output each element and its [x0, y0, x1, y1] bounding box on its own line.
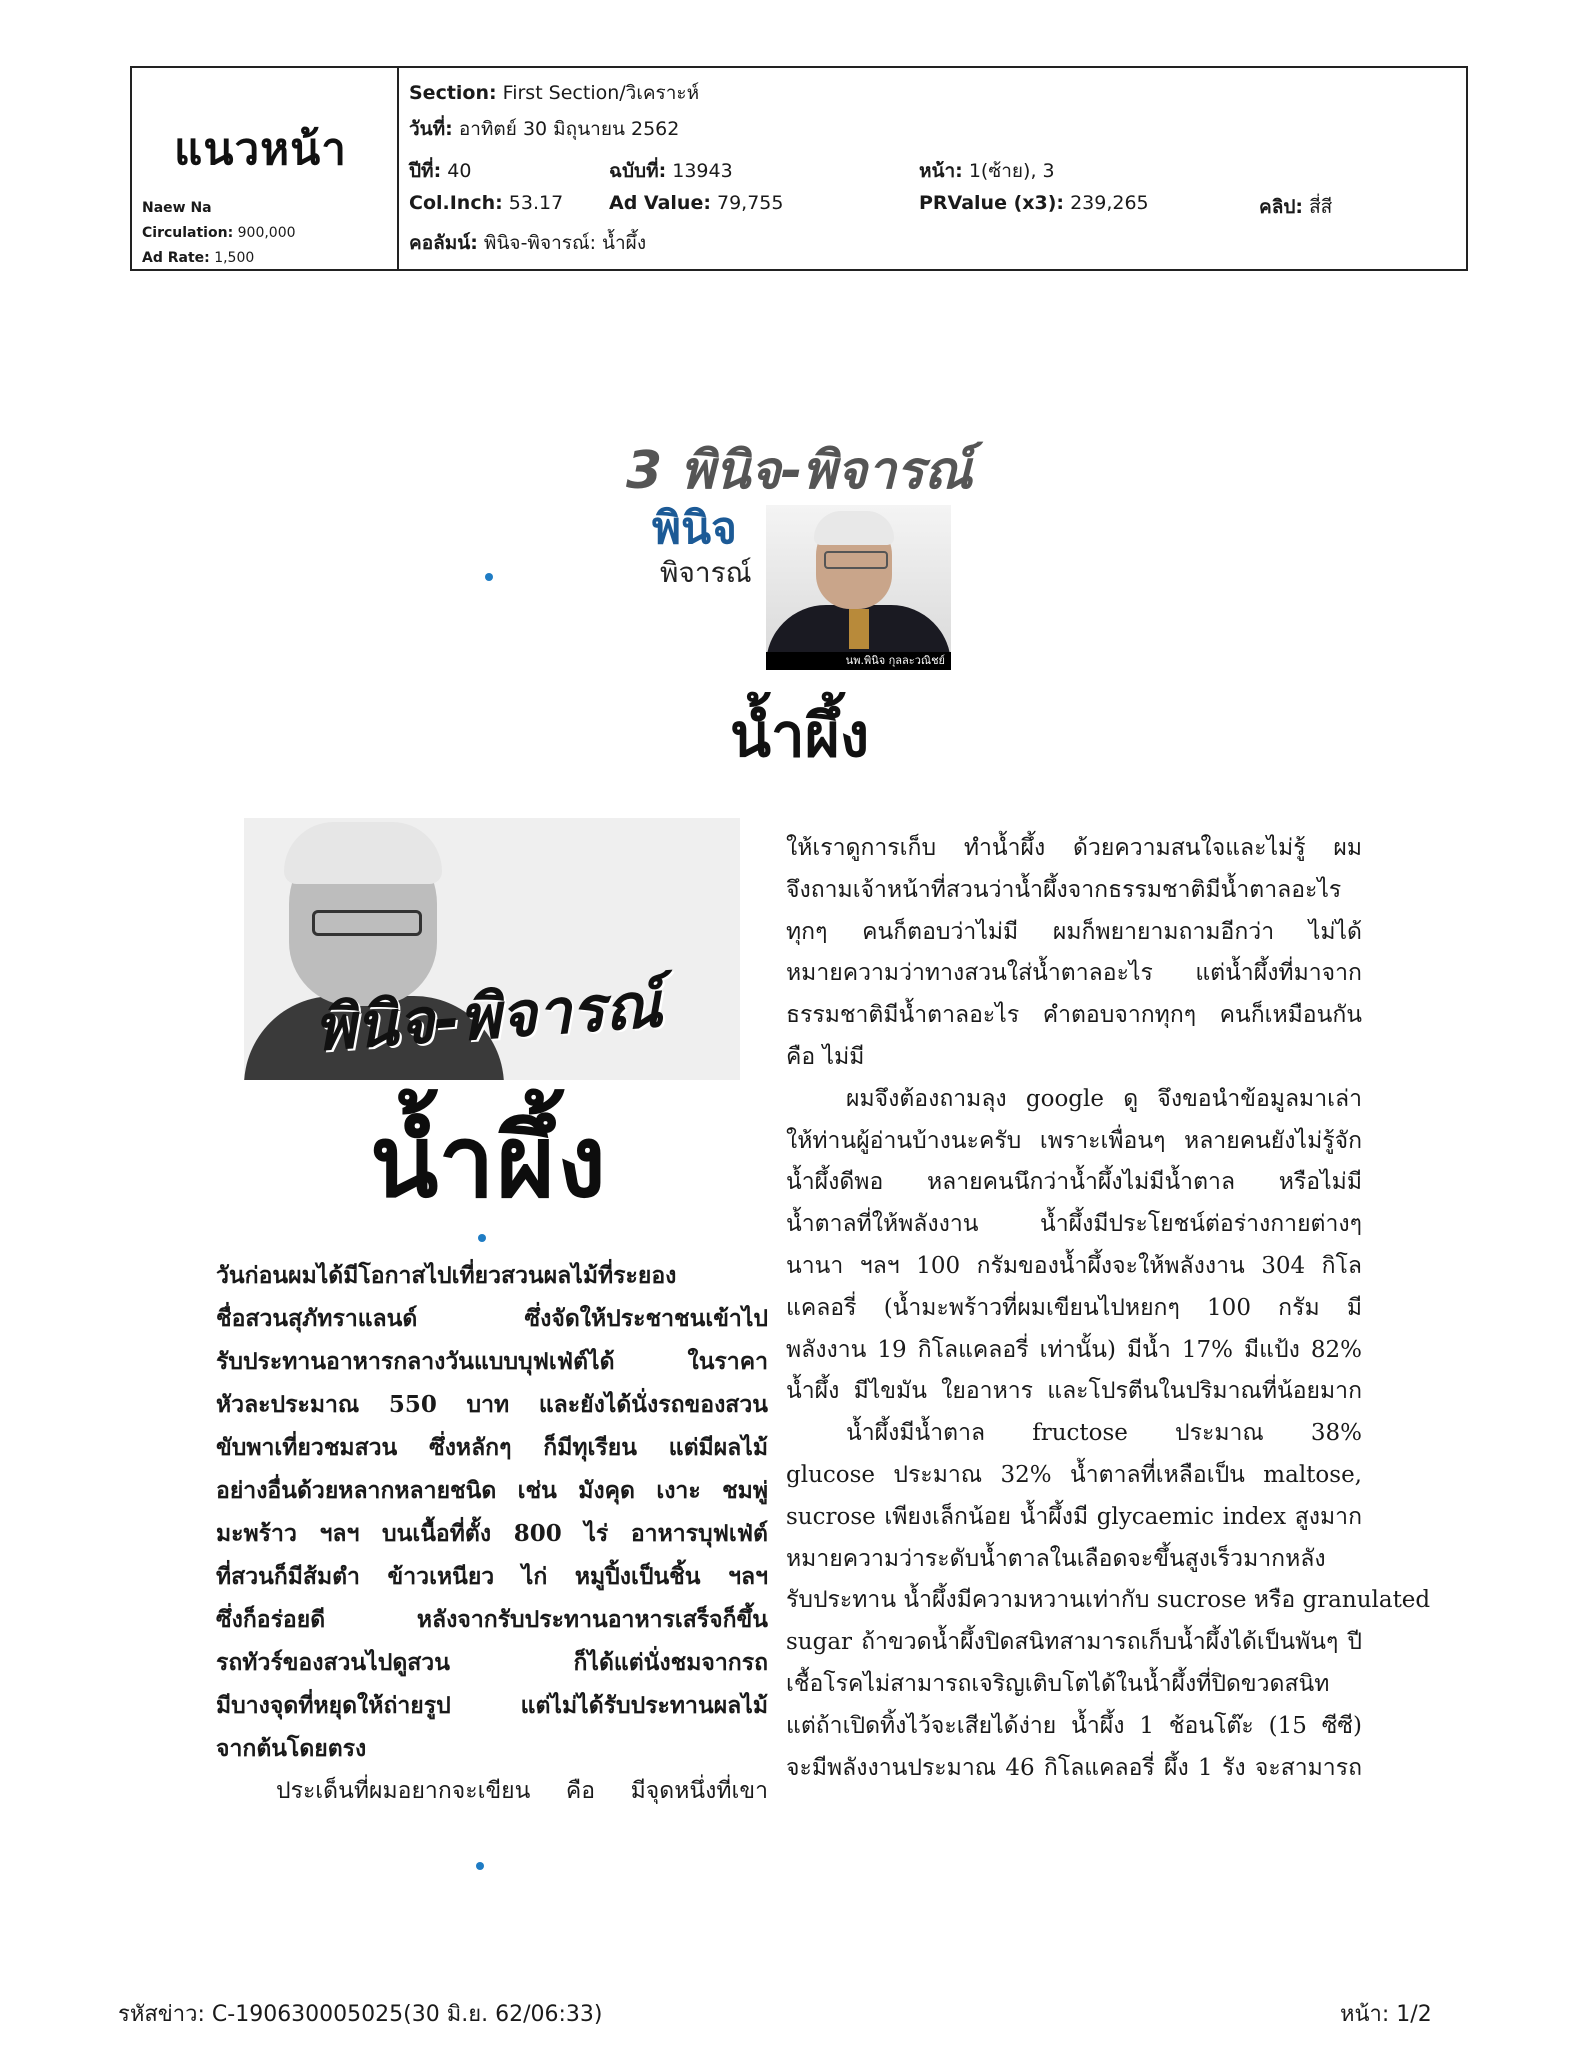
clipping-header	[130, 66, 1468, 271]
publication-name: Naew Na	[142, 200, 212, 216]
text-line: หัวละประมาณ 550 บาท และยังได้นั่งรถของสวน	[216, 1391, 768, 1418]
advalue-label: Ad Value:	[609, 192, 711, 214]
text-line: อย่างอื่นด้วยหลากหลายชนิด เช่น มังคุด เงาะ ชมพู่	[216, 1477, 768, 1504]
author-photo	[766, 505, 951, 670]
text-line: จากต้นโดยตรง	[216, 1735, 367, 1762]
text-line: ที่สวนก็มีส้มตำ ข้าวเหนียว ไก่ หมูปิ้งเป็นชิ้น ฯลฯ	[216, 1563, 768, 1590]
year-label: ปีที่:	[409, 160, 442, 182]
text-line: ขับพาเที่ยวชมสวน ซึ่งหลักๆ ก็มีทุเรียน แต่มีผลไม้	[216, 1434, 768, 1461]
text-line: ทุกๆ คนก็ตอบว่าไม่มี ผมก็พยายามถามอีกว่า ไม่ได้	[786, 918, 1362, 945]
clipping-details	[399, 68, 1466, 269]
text-line: หมายความว่าทางสวนใส่น้ำตาลอะไร แต่น้ำผึ้งที่มาจาก	[786, 960, 1362, 987]
clip-value: สี่สี	[1309, 196, 1333, 218]
article-title: น้ำผึ้ง	[730, 701, 870, 771]
text-line: จะมีพลังงานประมาณ 46 กิโลแคลอรี่ ผึ้ง 1 รัง จะสามารถ	[786, 1754, 1362, 1781]
text-line: รับประทาน น้ำผึ้งมีความหวานเท่ากับ sucrose หรือ granulated	[786, 1587, 1431, 1614]
author-photo-caption: นพ.พินิจ กุลละวณิชย์	[766, 652, 951, 670]
colinch-value: 53.17	[508, 192, 564, 214]
scan-mark	[485, 573, 493, 581]
text-line: แคลอรี่ (น้ำมะพร้าวที่ผมเขียนไปหยกๆ 100 กรัม มี	[786, 1294, 1362, 1321]
text-line: คือ ไม่มี	[786, 1043, 865, 1070]
column-logo-line1: พินิจ	[652, 503, 737, 554]
text-line: มะพร้าว ฯลฯ บนเนื้อที่ตั้ง 800 ไร่ อาหารบุฟเฟ่ต์	[216, 1520, 768, 1547]
text-line: นานา ฯลฯ 100 กรัมของน้ำผึ้งจะให้พลังงาน 304 กิโล	[786, 1252, 1362, 1279]
issue-label: ฉบับที่:	[609, 160, 667, 182]
text-line: ธรรมชาติมีน้ำตาลอะไร คำตอบจากทุกๆ คนก็เหมือนกัน	[786, 1002, 1362, 1029]
text-line: ให้ท่านผู้อ่านบ้างนะครับ เพราะเพื่อนๆ หลายคนยังไม่รู้จัก	[786, 1127, 1362, 1154]
text-line: sucrose เพียงเล็กน้อย น้ำผึ้งมี glycaemic index สูงมาก	[786, 1503, 1362, 1530]
text-line: น้ำผึ้งดีพอ หลายคนนึกว่าน้ำผึ้งไม่มีน้ำตาล หรือไม่มี	[786, 1169, 1362, 1196]
text-line: เชื้อโรคไม่สามารถเจริญเติบโตได้ในน้ำผึ้งที่ปิดขวดสนิท	[786, 1670, 1330, 1697]
text-line: glucose ประมาณ 32% น้ำตาลที่เหลือเป็น maltose,	[786, 1461, 1362, 1488]
text-line: ชื่อสวนสุภัทราแลนด์ ซึ่งจัดให้ประชาชนเข้าไป	[216, 1305, 768, 1332]
text-line: จึงถามเจ้าหน้าที่สวนว่าน้ำผึ้งจากธรรมชาติมีน้ำตาลอะไร	[786, 876, 1342, 903]
article-left-column	[216, 1254, 768, 1813]
text-line: ประเด็นที่ผมอยากจะเขียน คือ มีจุดหนึ่งที่เขา	[276, 1778, 768, 1804]
prvalue-label: PRValue (x3):	[919, 192, 1065, 214]
text-line: sugar ถ้าขวดน้ำผึ้งปิดสนิทสามารถเก็บน้ำผึ้งได้เป็นพันๆ ปี	[786, 1629, 1362, 1656]
text-line: ซึ่งก็อร่อยดี หลังจากรับประทานอาหารเสร็จก็ขึ้น	[216, 1606, 768, 1633]
banner-title: น้ำผึ้ง	[370, 1103, 608, 1220]
text-line: น้ำผึ้งมีน้ำตาล fructose ประมาณ 38%	[846, 1420, 1362, 1447]
text-line: พลังงาน 19 กิโลแคลอรี่ เท่านั้น) มีน้ำ 17% มีแป้ง 82%	[786, 1336, 1362, 1363]
publication-logo: แนวหน้า	[174, 124, 347, 175]
page-value: 1(ซ้าย), 3	[968, 160, 1055, 182]
date-value: อาทิตย์ 30 มิถุนายน 2562	[458, 118, 680, 140]
text-line: ผมจึงต้องถามลุง google ดู จึงขอนำข้อมูลมาเล่า	[846, 1085, 1362, 1112]
column-value: พินิจ-พิจารณ์: น้ำผึ้ง	[483, 232, 647, 254]
section-value: First Section/วิเคราะห์	[502, 82, 700, 104]
circulation-label: Circulation:	[142, 225, 234, 241]
text-line: วันก่อนผมได้มีโอกาสไปเที่ยวสวนผลไม้ที่ระยอง	[216, 1262, 677, 1289]
page-label: หน้า:	[919, 160, 963, 182]
news-code: รหัสข่าว: C-190630005025(30 มิ.ย. 62/06:33)	[118, 2002, 603, 2027]
column-banner-image	[244, 818, 740, 1080]
column-heading: 3 พินิจ-พิจารณ์	[626, 441, 973, 501]
banner-script-title: พินิจ-พิจารณ์	[311, 967, 665, 1066]
scan-mark	[476, 1862, 484, 1870]
text-line: หมายความว่าระดับน้ำตาลในเลือดจะขึ้นสูงเร็วมากหลัง	[786, 1545, 1326, 1572]
advalue-value: 79,755	[716, 192, 784, 214]
prvalue-value: 239,265	[1070, 192, 1149, 214]
ad-rate-label: Ad Rate:	[142, 250, 210, 266]
publication-info	[132, 68, 399, 269]
text-line: น้ำตาลที่ให้พลังงาน น้ำผึ้งมีประโยชน์ต่อร่างกายต่างๆ	[786, 1211, 1362, 1238]
publication-meta	[142, 196, 296, 271]
article-right-column	[786, 828, 1431, 1789]
colinch-label: Col.Inch:	[409, 192, 503, 214]
column-logo-line2: พิจารณ์	[660, 556, 752, 589]
page-indicator: หน้า: 1/2	[1340, 2002, 1432, 2027]
section-label: Section:	[409, 82, 497, 104]
ad-rate-value: 1,500	[214, 250, 255, 266]
date-label: วันที่:	[409, 118, 453, 140]
text-line: น้ำผึ้ง มีไขมัน ใยอาหาร และโปรตีนในปริมาณที่น้อยมาก	[786, 1378, 1362, 1405]
issue-value: 13943	[672, 160, 733, 182]
circulation-value: 900,000	[237, 225, 296, 241]
column-label: คอลัมน์:	[409, 232, 478, 254]
year-value: 40	[447, 160, 472, 182]
scan-mark	[478, 1234, 486, 1242]
text-line: รถทัวร์ของสวนไปดูสวน ก็ได้แต่นั่งชมจากรถ	[216, 1649, 768, 1676]
column-logo	[652, 503, 752, 595]
text-line: มีบางจุดที่หยุดให้ถ่ายรูป แต่ไม่ได้รับประทานผลไม้	[216, 1692, 768, 1719]
text-line: ให้เราดูการเก็บ ทำน้ำผึ้ง ด้วยความสนใจและไม่รู้ ผม	[786, 835, 1362, 861]
text-line: แต่ถ้าเปิดทิ้งไว้จะเสียได้ง่าย น้ำผึ้ง 1 ช้อนโต๊ะ (15 ซีซี)	[786, 1712, 1362, 1739]
clip-label: คลิป:	[1259, 196, 1304, 218]
text-line: รับประทานอาหารกลางวันแบบบุฟเฟ่ต์ได้ ในราคา	[216, 1348, 768, 1375]
